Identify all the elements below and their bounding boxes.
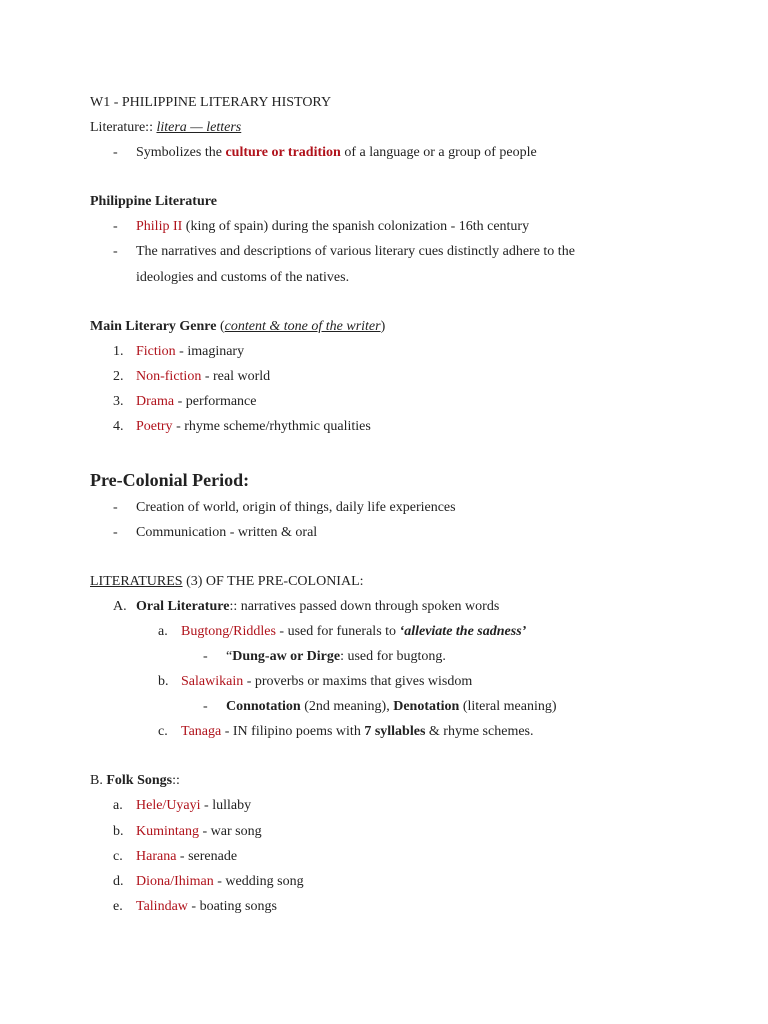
text-segment: “	[226, 649, 233, 664]
highlight-text: Drama	[136, 394, 175, 409]
ph-lit-bullet-2-line1: The narratives and descriptions of various literary cues distinctly adhere to the	[136, 244, 575, 259]
text-segment: - wedding song	[213, 874, 304, 889]
highlight-text: Diona/Ihiman	[136, 874, 214, 889]
text-segment: : used for bugtong.	[340, 649, 446, 664]
bullet-dash: -	[203, 649, 208, 664]
literature-definition	[90, 119, 241, 137]
oral-literature-item	[136, 598, 499, 616]
highlight-text: Harana	[136, 849, 177, 864]
bullet-dash: -	[203, 699, 208, 714]
highlight-text: Poetry	[136, 419, 173, 434]
text-segment: :: narratives passed down through spoken words	[229, 599, 500, 614]
highlight-text: Non-fiction	[136, 369, 202, 384]
bullet-dash: -	[113, 219, 118, 234]
dungaw-item	[226, 648, 446, 666]
text-segment: - serenade	[176, 849, 238, 864]
text-segment: - war song	[199, 824, 262, 839]
salawikain-item	[181, 673, 472, 691]
heading-text: LITERATURES	[90, 574, 183, 589]
highlight-text: Tanaga	[181, 724, 222, 739]
list-letter: b.	[113, 824, 124, 839]
list-number: 3.	[113, 394, 124, 409]
highlight-text: Hele/Uyayi	[136, 798, 201, 813]
heading-subtext: content & tone of the writer	[224, 319, 381, 334]
tanaga-item	[181, 723, 534, 741]
bold-text: Folk Songs	[106, 773, 173, 788]
bugtong-item	[181, 623, 526, 641]
genre-item	[136, 393, 257, 411]
text-segment: - imaginary	[175, 344, 245, 359]
text-segment: - performance	[174, 394, 257, 409]
bold-text: Dung-aw or Dirge	[232, 649, 341, 664]
document-title: W1 - PHILIPPINE LITERARY HISTORY	[90, 95, 332, 110]
highlight-text: Fiction	[136, 344, 176, 359]
section-heading-philippine-literature: Philippine Literature	[90, 194, 217, 209]
text-segment: Symbolizes the	[136, 145, 226, 160]
text-segment: - proverbs or maxims that gives wisdom	[243, 674, 473, 689]
section-heading-precolonial: Pre-Colonial Period:	[90, 470, 250, 490]
highlight-text: Kumintang	[136, 824, 199, 839]
text-segment: - lullaby	[200, 798, 252, 813]
ph-lit-bullet-2-line2: ideologies and customs of the natives.	[136, 270, 350, 285]
text-segment: of a language or a group of people	[340, 145, 537, 160]
highlight-text: Talindaw	[136, 899, 188, 914]
highlight-text: Bugtong/Riddles	[181, 624, 276, 639]
folk-song-item	[136, 898, 277, 916]
bold-text: Connotation	[226, 699, 301, 714]
text-segment: (2nd meaning),	[300, 699, 394, 714]
connotation-item	[226, 698, 557, 716]
list-letter: a.	[113, 798, 123, 813]
bold-text: 7 syllables	[364, 724, 426, 739]
list-letter: e.	[113, 899, 123, 914]
text-segment: - IN filipino poems with	[221, 724, 365, 739]
bold-text: Oral Literature	[136, 599, 230, 614]
ph-lit-bullet-1	[136, 218, 529, 236]
list-letter: d.	[113, 874, 124, 889]
text-segment: - boating songs	[187, 899, 277, 914]
list-letter: a.	[158, 624, 168, 639]
genre-item	[136, 418, 371, 436]
literature-bullet	[136, 144, 537, 162]
text-segment: (literal meaning)	[459, 699, 557, 714]
genre-item	[136, 368, 270, 386]
text-segment: - rhyme scheme/rhythmic qualities	[172, 419, 371, 434]
list-letter: b.	[158, 674, 169, 689]
genre-item	[136, 343, 244, 361]
folk-song-item	[136, 823, 262, 841]
heading-text: Main Literary Genre	[90, 319, 217, 334]
list-letter: c.	[158, 724, 168, 739]
folk-song-item	[136, 797, 251, 815]
text-segment: - real world	[201, 369, 271, 384]
list-letter: B.	[90, 773, 107, 788]
precolonial-bullet-2: Communication - written & oral	[136, 525, 318, 540]
bullet-dash: -	[113, 145, 118, 160]
text-segment: ::	[172, 773, 180, 788]
folk-song-item	[136, 848, 237, 866]
folk-song-item	[136, 873, 304, 891]
bullet-dash: -	[113, 525, 118, 540]
text-segment: (	[216, 319, 225, 334]
bold-text: Denotation	[393, 699, 460, 714]
literature-label: Literature::	[90, 120, 153, 135]
highlight-text: Philip II	[136, 219, 183, 234]
section-heading-literatures	[90, 573, 364, 591]
text-segment: - used for funerals to	[275, 624, 400, 639]
bullet-dash: -	[113, 500, 118, 515]
text-segment: (king of spain) during the spanish colonization - 16th century	[182, 219, 530, 234]
bold-italic-text: ‘alleviate the sadness’	[399, 624, 527, 639]
literature-term: litera — letters	[156, 120, 242, 135]
bullet-dash: -	[113, 244, 118, 259]
precolonial-bullet-1: Creation of world, origin of things, daily life experiences	[136, 500, 456, 515]
text-segment: (3) OF THE PRE-COLONIAL:	[182, 574, 364, 589]
list-letter: c.	[113, 849, 123, 864]
highlight-text: Salawikain	[181, 674, 244, 689]
text-segment: & rhyme schemes.	[425, 724, 534, 739]
list-number: 2.	[113, 369, 124, 384]
list-number: 1.	[113, 344, 124, 359]
list-number: 4.	[113, 419, 124, 434]
text-segment: )	[380, 319, 386, 334]
list-letter: A.	[113, 599, 127, 614]
section-heading-folk-songs	[90, 772, 180, 790]
highlight-text: culture or tradition	[225, 145, 341, 160]
section-heading-genre	[90, 318, 385, 336]
